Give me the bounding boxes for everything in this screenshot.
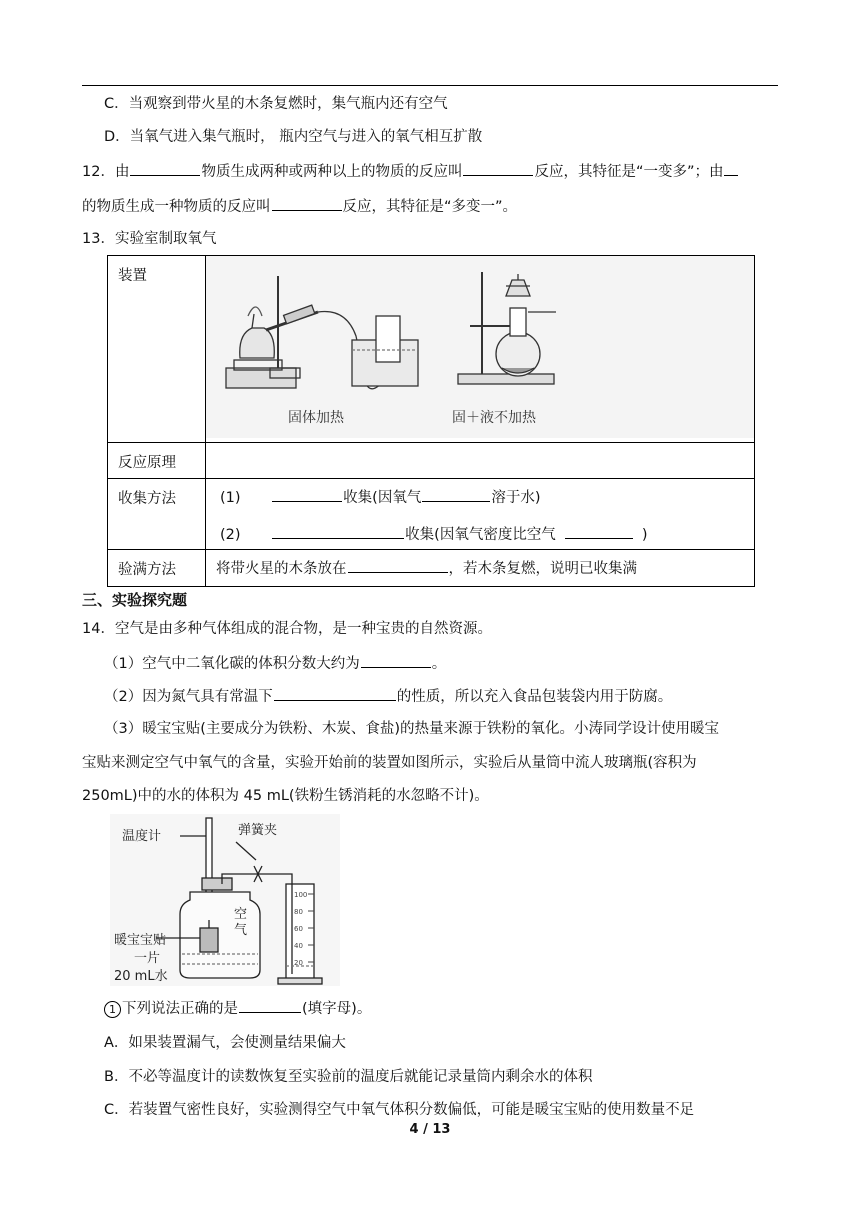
question-12-line1 <box>82 161 739 182</box>
apparatus-cell <box>206 256 755 443</box>
option-d-line: D．当氧气进入集气瓶时， 瓶内空气与进入的氧气相互扩散 <box>104 129 483 145</box>
collection-text-2b: ) <box>641 527 648 543</box>
q14-part1-end: (填字母)。 <box>302 1001 372 1017</box>
caption-solid-heating: 固体加热 <box>288 410 344 426</box>
question-14-stem: 14．空气是由多种气体组成的混合物，是一种宝贵的自然资源。 <box>82 621 492 637</box>
answer-blank[interactable] <box>463 161 533 176</box>
q12-text-b: 物质生成两种或两种以上的物质的反应叫 <box>201 164 463 180</box>
label-air-1: 空 <box>234 907 248 922</box>
label-full-check-method: 验满方法 <box>108 550 206 587</box>
label-reaction-principle: 反应原理 <box>108 443 206 479</box>
cylinder-tick-label: 100 <box>294 891 308 899</box>
label-air-2: 气 <box>234 923 248 938</box>
q14-sub1-end: 。 <box>431 656 447 672</box>
label-apparatus: 装置 <box>108 256 206 443</box>
label-collection-method: 收集方法 <box>108 479 206 550</box>
full-check-text-b: ，若木条复燃，说明已收集满 <box>448 561 637 577</box>
answer-blank[interactable] <box>348 558 448 573</box>
q14-sub1-text: （1）空气中二氧化碳的体积分数大约为 <box>104 656 360 672</box>
q14-sub1 <box>104 653 446 674</box>
collection-line-2 <box>220 524 754 545</box>
collection-text-1a: 收集(因氧气 <box>343 490 422 506</box>
question-13-title: 13．实验室制取氧气 <box>82 231 217 247</box>
label-spring-clip: 弹簧夹 <box>238 823 278 838</box>
page-number: 4 / 13 <box>409 1122 451 1137</box>
q14-sub2 <box>104 686 672 707</box>
cylinder-tick-label: 40 <box>294 942 303 950</box>
full-check-line <box>216 558 754 579</box>
answer-blank[interactable] <box>422 487 490 502</box>
label-water: 20 mL水 <box>114 969 168 984</box>
question-12-line2 <box>82 196 517 217</box>
full-check-text-a: 将带火星的木条放在 <box>216 561 347 577</box>
apparatus-figure <box>206 256 754 438</box>
circled-number-1: 1 <box>104 1001 121 1018</box>
answer-blank[interactable] <box>724 161 738 176</box>
q12-text-d: 的物质生成一种物质的反应叫 <box>82 199 271 215</box>
label-one-piece: 一片 <box>134 951 161 966</box>
collection-num-2: (2) <box>220 527 241 543</box>
section-3-heading: 三、实验探究题 <box>82 591 188 609</box>
q14-sub2-text: （2）因为氮气具有常温下 <box>104 689 273 705</box>
oxygen-prep-table <box>107 255 755 587</box>
q14-sub3-part1 <box>104 998 371 1019</box>
caption-solid-liquid: 固＋液不加热 <box>452 410 536 426</box>
collection-line-1 <box>220 487 754 508</box>
q12-text-c: 反应，其特征是“一变多”；由 <box>534 164 724 180</box>
header-rule <box>82 85 778 86</box>
cylinder-tick-label: 20 <box>294 959 303 967</box>
answer-blank[interactable] <box>272 524 404 539</box>
q14-part1-text: 下列说法正确的是 <box>122 1001 238 1017</box>
q12-text-a: 12．由 <box>82 164 130 180</box>
cylinder-tick-label: 60 <box>294 925 303 933</box>
full-check-cell <box>206 550 755 587</box>
q14-option-b: B．不必等温度计的读数恢复至实验前的温度后就能记录量筒内剩余水的体积 <box>104 1069 593 1085</box>
q14-sub3-line1: （3）暖宝宝贴(主要成分为铁粉、木炭、食盐)的热量来源于铁粉的氧化。小涛同学设计使用暖宝 <box>104 721 720 737</box>
answer-blank[interactable] <box>361 653 431 668</box>
warm-pad-apparatus-figure <box>110 814 340 986</box>
answer-blank[interactable] <box>130 161 200 176</box>
answer-blank[interactable] <box>239 998 301 1013</box>
answer-blank[interactable] <box>272 196 342 211</box>
reaction-principle-cell <box>206 443 755 479</box>
answer-blank[interactable] <box>565 524 633 539</box>
q14-option-a: A．如果装置漏气，会使测量结果偏大 <box>104 1035 346 1051</box>
collection-text-2a: 收集(因氧气密度比空气 <box>405 527 556 543</box>
q14-sub3-line2: 宝贴来测定空气中氧气的含量，实验开始前的装置如图所示，实验后从量筒中流人玻璃瓶(容积为 <box>82 755 697 771</box>
collection-text-1b: 溶于水) <box>491 490 541 506</box>
q14-option-c: C．若装置气密性良好，实验测得空气中氧气体积分数偏低，可能是暖宝宝贴的使用数量不足 <box>104 1102 695 1118</box>
option-c-line: C．当观察到带火星的木条复燃时，集气瓶内还有空气 <box>104 96 448 112</box>
collection-num-1: (1) <box>220 490 241 506</box>
label-warm-pad: 暖宝宝贴 <box>114 933 167 948</box>
q14-sub2-end: 的性质，所以充入食品包装袋内用于防腐。 <box>396 689 673 705</box>
q14-sub3-line3: 250mL)中的水的体积为 45 mL(铁粉生锈消耗的水忽略不计)。 <box>82 788 489 804</box>
cylinder-tick-label: 80 <box>294 908 303 916</box>
answer-blank[interactable] <box>272 487 342 502</box>
collection-method-cell <box>206 479 755 550</box>
answer-blank[interactable] <box>274 686 396 701</box>
q12-text-e: 反应，其特征是“多变一”。 <box>342 199 518 215</box>
label-thermometer: 温度计 <box>122 829 162 844</box>
